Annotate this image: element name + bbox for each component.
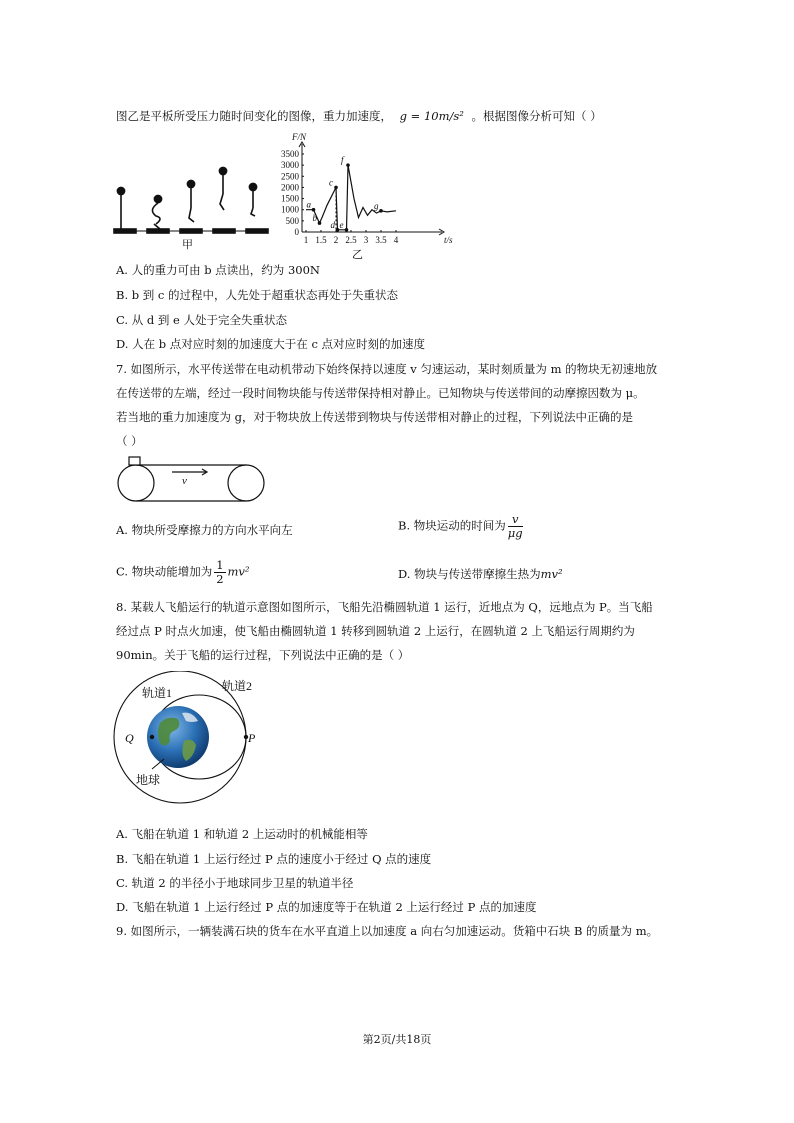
q8-option-a: A. 飞船在轨道 1 和轨道 2 上运动时的机械能相等 (116, 827, 368, 841)
intro-line (116, 108, 602, 124)
point-label-b: b (312, 213, 317, 224)
q7-option-b (398, 513, 525, 540)
q7-option-c-den: 2 (216, 572, 224, 586)
y-tick-label: 500 (285, 215, 299, 226)
q7-option-c-tail: mv² (227, 564, 250, 579)
q8-option-d: D. 飞船在轨道 1 上运行经过 P 点的加速度等于在轨道 2 上运行经过 P 点的加速度 (116, 900, 537, 914)
figure-jia (112, 150, 272, 250)
q9-stem-line1: 9. 如图所示，一辆装满石块的货车在水平直道上以加速度 a 向右匀加速运动。货箱中石块 B 的质量为 m。 (116, 924, 659, 938)
q8-stem-line3: 90min。关于飞船的运行过程，下列说法中正确的是（ ） (116, 648, 410, 662)
q7-stem-line3: 若当地的重力加速度为 g，对于物块放上传送带到物块与传送带相对静止的过程，下列说法中正确的是 (116, 410, 634, 424)
q7-option-b-num: v (508, 513, 523, 527)
q7-option-c-fraction (214, 559, 225, 586)
point-b (318, 221, 322, 225)
q6-option-b: B. b 到 c 的过程中，人先处于超重状态再处于失重状态 (116, 288, 399, 302)
point-label-a: a (306, 199, 311, 210)
y-tick-label: 0 (294, 227, 299, 237)
q7-option-c-num: 1 (216, 558, 224, 572)
point-q-dot (150, 735, 154, 739)
q7-option-b-den: μg (507, 526, 523, 540)
figure-jia-label: 甲 (182, 239, 193, 250)
x-axis-label: t/s (444, 235, 453, 245)
earth-icon (147, 706, 209, 768)
y-tick-label: 1000 (281, 204, 299, 215)
point-c (334, 186, 338, 190)
point-label-g: g (374, 200, 379, 211)
intro-text-a: 图乙是平板所受压力随时间变化的图像，重力加速度， (116, 109, 392, 123)
q7-option-a: A. 物块所受摩擦力的方向水平向左 (116, 523, 293, 537)
point-q-label: Q (125, 731, 134, 745)
point-label-c: c (329, 177, 333, 188)
q6-option-c: C. 从 d 到 e 人处于完全失重状态 (116, 313, 287, 327)
x-tick-label: 3 (363, 235, 369, 245)
q8-option-c: C. 轨道 2 的半径小于地球同步卫星的轨道半径 (116, 876, 354, 890)
x-tick-label: 2.5 (345, 235, 357, 245)
q7-option-d-text: D. 物块与传送带摩擦生热为 (398, 567, 541, 581)
y-tick-label: 3000 (281, 160, 299, 171)
figure-yi-chart (272, 130, 462, 260)
q7-option-d-tail: mv² (540, 567, 563, 581)
q7-option-c (116, 559, 250, 586)
y-axis-label: F/N (292, 132, 307, 142)
point-a (312, 208, 316, 212)
point-f (346, 163, 350, 167)
intro-formula: g = 10m/s² (399, 109, 464, 123)
conveyor-velocity-label: v (182, 475, 187, 487)
point-label-e: e (339, 219, 344, 230)
q6-option-a: A. 人的重力可由 b 点读出，约为 300N (116, 263, 320, 277)
q7-stem-line1: 7. 如图所示，水平传送带在电动机带动下始终保持以速度 v 匀速运动，某时刻质量为 m 的物块无初速地放 (116, 362, 658, 376)
intro-text-b: 。根据图像分析可知（ ） (471, 109, 602, 123)
q7-stem-line4: （ ） (116, 434, 143, 448)
point-label-d: d (330, 219, 335, 230)
y-tick-label: 2000 (281, 182, 299, 193)
orbit-1-label: 轨道1 (142, 686, 173, 700)
y-tick-label: 1500 (281, 193, 299, 204)
page-footer: 第2页/共18页 (362, 1033, 432, 1046)
conveyor-figure (112, 455, 272, 507)
q8-option-b: B. 飞船在轨道 1 上运行经过 P 点的速度小于经过 Q 点的速度 (116, 852, 432, 866)
point-p-label: P (248, 731, 256, 745)
q8-stem-line2: 经过点 P 时点火加速，使飞船由椭圆轨道 1 转移到圆轨道 2 上运行，在圆轨道 2 上飞船运行周期约为 (116, 624, 635, 638)
q7-option-c-text: C. 物块动能增加为 (116, 564, 213, 579)
x-tick-label: 1.5 (315, 235, 327, 245)
y-tick-label: 3500 (281, 149, 299, 159)
earth-label: 地球 (136, 773, 161, 787)
orbit-figure (108, 671, 278, 811)
x-tick-label: 3.5 (375, 235, 387, 245)
x-tick-label: 2 (333, 235, 339, 245)
point-g (379, 209, 383, 213)
q8-stem-line1: 8. 某载人飞船运行的轨道示意图如图所示，飞船先沿椭圆轨道 1 运行，近地点为 Q，远地点为 P。当飞船 (116, 600, 653, 614)
q7-option-d (398, 566, 563, 582)
force-curve (306, 165, 396, 230)
x-tick-label: 1 (303, 235, 309, 245)
q7-option-b-fraction (508, 513, 523, 540)
point-label-f: f (341, 155, 344, 166)
q7-option-b-text: B. 物块运动的时间为 (398, 518, 506, 533)
q7-stem-line2: 在传送带的左端，经过一段时间物块能与传送带保持相对静止。已知物块与传送带间的动摩擦因数为 μ。 (116, 386, 645, 400)
y-tick-label: 2500 (281, 171, 299, 182)
orbit-2-label: 轨道2 (222, 679, 253, 693)
point-e (345, 228, 349, 232)
figure-yi-label: 乙 (352, 249, 363, 260)
x-tick-label: 4 (393, 235, 399, 245)
q6-option-d: D. 人在 b 点对应时刻的加速度大于在 c 点对应时刻的加速度 (116, 337, 426, 351)
